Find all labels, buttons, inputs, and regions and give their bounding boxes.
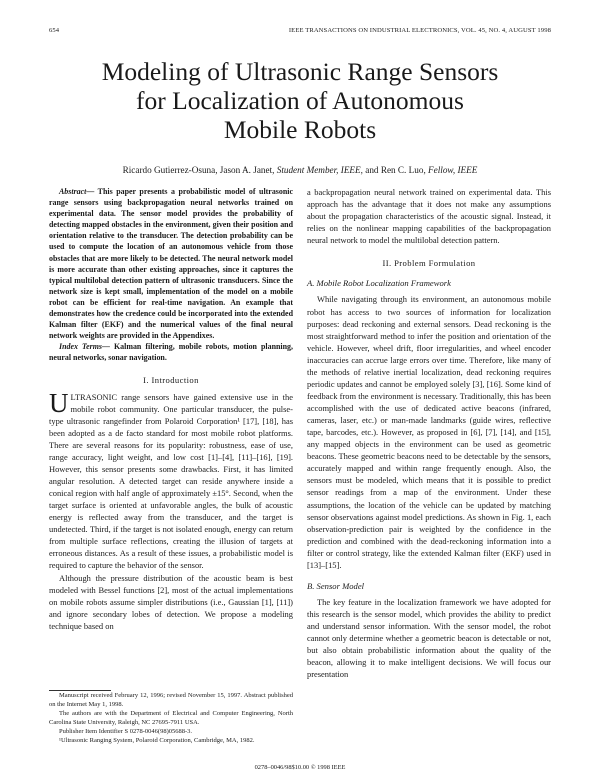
journal-header: IEEE TRANSACTIONS ON INDUSTRIAL ELECTRONICS, VOL. 45, NO. 4, AUGUST 1998 [288, 27, 551, 34]
abstract-text: This paper presents a probabilistic model of ultrasonic range sensors using backpropagation neural networks trained on experimental data. The sensor model provides the probability of detecting mapped obstacles in the environment, given their position and orientation relative to the transducer. The detection probability can be used to compute the location of an autonomous vehicle from those obstacles that are more likely to be detected. The neural network model is more accurate than other existing approaches, since it captures the typical multilobal detection pattern of ultrasonic transducers. Since the network size is kept small, implementation of the model on a mobile robot can be efficient for real-time navigation. An example that demonstrates how the credence could be incorporated into the extended Kalman filter (EKF) and the numerical values of the final neural network weights are provided in the Appendixes. [49, 187, 293, 341]
author-luo: and Ren C. Luo, [365, 165, 426, 175]
author-line [0, 165, 600, 175]
left-column [49, 186, 293, 632]
footnote-rule [49, 690, 111, 691]
authors-main: Ricardo Gutierrez-Osuna, Jason A. Janet, [122, 165, 275, 175]
author-role-student: Student Member, IEEE, [276, 165, 363, 175]
footnote-publisher-id: Publisher Item Identifier S 0278-0046(98)05688-3. [59, 727, 193, 735]
right-column [307, 186, 551, 680]
localization-paragraph: While navigating through its environment, an autonomous mobile robot has access to two sources of information for localization purposes: dead reckoning and external sensors. Dead reckoning is the most straightforward method to infer the position and orientation of the vehicle. However, wheel drift, floor irregularities, and wheel encoder inaccuracies can accrue large errors over time. Therefore, like many of the methods of relative inertial localization, dead reckoning requires periodic updates and cannot be employed solely [3], [16]. Some kind of feedback from the environment is necessary. Traditionally, this has been accomplished with the use of dedicated active beacons (infrared, cameras, laser, etc.) or man-made landmarks (guide wires, reflective tape, barcodes, etc.). However, as proposed in [6], [7], [14], and [15], any mapped objects in the environment can be used as geometric beacons. These geometric beacons need to be detectable by the sensors, accurately mapped and within range frequently enough. Also, the sensors must be modeled, which means that it is possible to predict sensor readings from a map of the environment. Under these assumptions, the location of the vehicle can be updated by matching sensor observations against model predictions. As shown in Fig. 1, each observation-prediction pair is weighted by the confidence in the prediction and combined with the dead-reckoning information into a filter or control strategy, like the extended Kalman filter (EKF) used in [13]–[15]. [307, 294, 551, 570]
intro-paragraph-1 [49, 387, 293, 572]
intro-paragraph-2: Although the pressure distribution of the acoustic beam is best modeled with Bessel functions [2], most of the actual implementations on mobile robots assume simpler distributions (i.e., Gaussian [1], [11]) and ignore secondary lobes of detection. We propose a modeling technique based on [49, 572, 293, 631]
drop-cap: U [49, 387, 69, 418]
page-number: 654 [49, 27, 60, 34]
title-line-3: Mobile Robots [223, 115, 377, 144]
footnotes [49, 692, 293, 745]
right-continuation-paragraph: a backpropagation neural network trained on experimental data. This approach has the advantage that it does not make any assumptions about the propagation characteristics of the acoustic signal. Instead, it relies on the nonlinear mapping capabilities of the backpropagation neural network to model the multilobal detection pattern. [307, 187, 551, 246]
section-heading-problem-formulation: II. Problem Formulation [382, 258, 476, 269]
footnote-received: Manuscript received February 12, 1996; revised November 15, 1997. Abstract published on the Internet May 1, 1998. [49, 692, 293, 708]
footnote-affiliation: The authors are with the Department of Electrical and Computer Engineering, North Carolina State University, Raleigh, NC 27695-7911 USA. [49, 709, 293, 726]
section-heading-introduction: I. Introduction [143, 374, 199, 385]
index-terms-label: Index Terms— [59, 342, 110, 352]
abstract-label: Abstract— [59, 187, 95, 196]
author-role-fellow: Fellow, IEEE [428, 165, 478, 175]
subsection-heading-localization: A. Mobile Robot Localization Framework [307, 278, 451, 289]
abstract [49, 186, 293, 341]
intro-p1-text: LTRASONIC range sensors have gained extensive use in the mobile robot community. One particular transducer, the pulse-type ultrasonic rangefinder from Polaroid Corporation¹ [17], [18], has been adopted as a de facto standard for most mobile robot platforms. There are several reasons for its popularity: robustness, ease of use, range accuracy, light weight, and low cost [1]–[4], [11]–[16], [19]. However, this sensor presents some drawbacks. First, it has limited angular resolution. A detected target can reside anywhere inside a conical region with half angle of approximately ±15°. Second, when the target surface is oriented at unfavorable angles, the bulk of acoustic energy is reflected away from the transducer, and the target is undetected. Third, if the target is not isolated enough, energy can return from multiple surface reflections, creating the illusion of targets at erroneous distances. As a result of these issues, a probabilistic model is required to capture the behavior of the sensor. [49, 391, 293, 571]
title-line-1: Modeling of Ultrasonic Range Sensors [101, 57, 499, 86]
index-terms-text: Kalman filtering, mobile robots, motion planning, neural networks, sonar navigation. [49, 342, 294, 363]
title-line-2: for Localization of Autonomous [136, 86, 464, 115]
subsection-heading-sensor-model: B. Sensor Model [307, 580, 365, 591]
index-terms [49, 341, 293, 363]
copyright-footer: 0278–0046/98$10.00 © 1998 IEEE [254, 764, 346, 771]
sensor-model-paragraph: The key feature in the localization framework we have adopted for this research is the sensor model, which provides the ability to predict and understand sensor information. With the sensor model, the robot cannot only determine whether a geometric beacon is detectable or not, but also obtain probabilistic information about the quality of the beacon, allowing it to make intelligent decisions. We will focus our presentation [307, 596, 551, 680]
footnote-polaroid: ¹Ultrasonic Ranging System, Polaroid Corporation, Cambridge, MA, 1982. [59, 736, 255, 744]
